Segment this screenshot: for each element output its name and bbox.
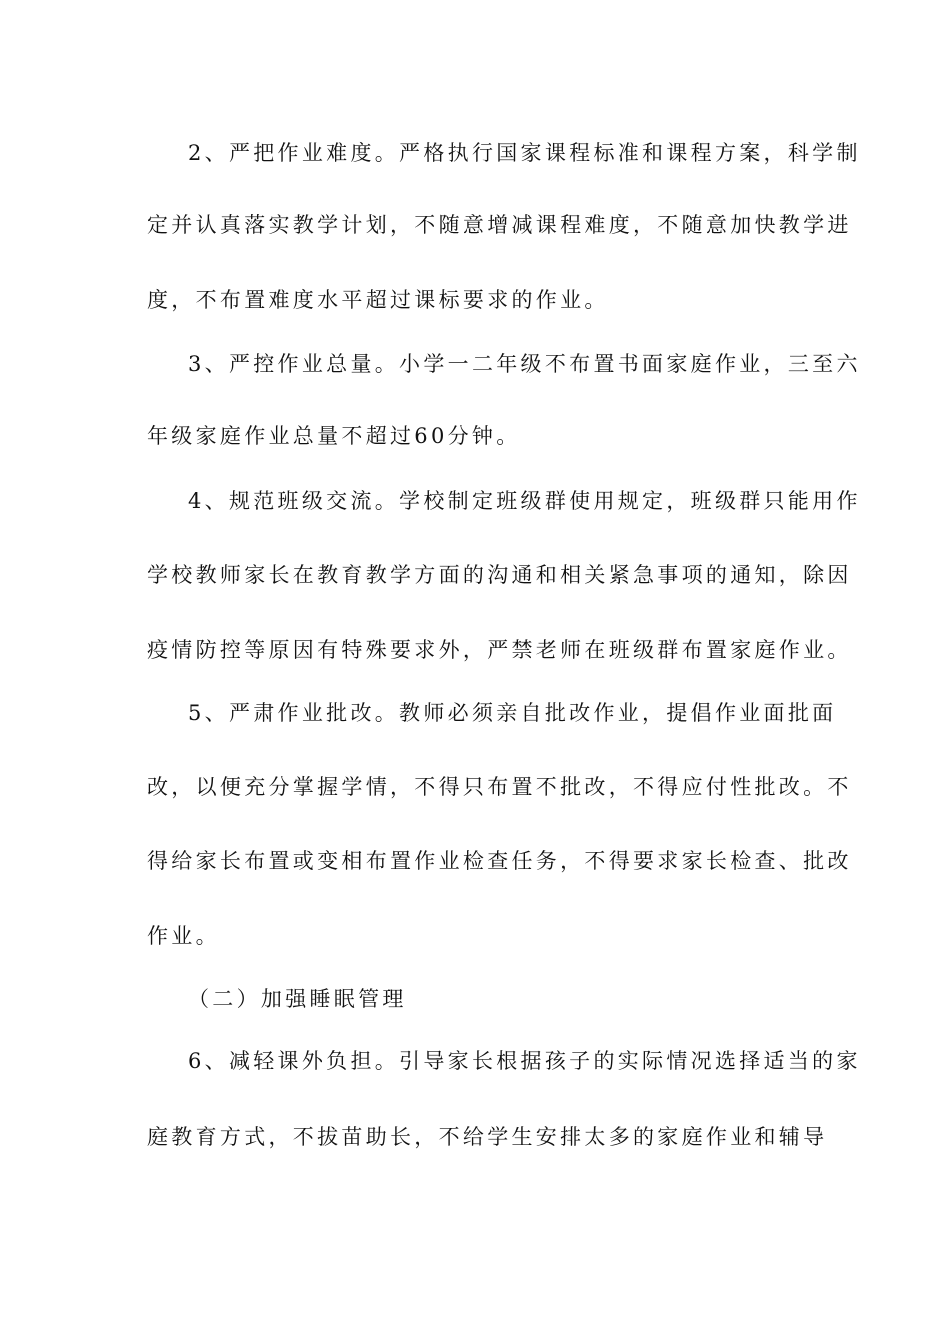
paragraph-2-line-2: 定并认真落实教学计划，不随意增减课程难度，不随意加快教学进 (147, 213, 852, 237)
paragraph-3-line-2: 年级家庭作业总量不超过60分钟。 (147, 424, 521, 448)
paragraph-3-line-1: 3、严控作业总量。小学一二年级不布置书面家庭作业，三至六 (188, 352, 861, 376)
paragraph-5-line-4: 作业。 (147, 924, 220, 948)
paragraph-4-line-2: 学校教师家长在教育教学方面的沟通和相关紧急事项的通知，除因 (147, 563, 852, 587)
paragraph-5-line-3: 得给家长布置或变相布置作业检查任务，不得要求家长检查、批改 (147, 849, 852, 873)
section-heading-sleep-management: （二）加强睡眠管理 (188, 987, 407, 1011)
paragraph-6-line-2: 庭教育方式，不拔苗助长，不给学生安排太多的家庭作业和辅导 (147, 1125, 828, 1149)
paragraph-4-line-1: 4、规范班级交流。学校制定班级群使用规定，班级群只能用作 (188, 489, 861, 513)
paragraph-5-line-1: 5、严肃作业批改。教师必须亲自批改作业，提倡作业面批面 (188, 701, 837, 725)
paragraph-2-line-1: 2、严把作业难度。严格执行国家课程标准和课程方案，科学制 (188, 141, 861, 165)
paragraph-2-line-3: 度，不布置难度水平超过课标要求的作业。 (147, 288, 609, 312)
paragraph-6-line-1: 6、减轻课外负担。引导家长根据孩子的实际情况选择适当的家 (188, 1049, 861, 1073)
paragraph-5-line-2: 改，以便充分掌握学情，不得只布置不批改，不得应付性批改。不 (147, 775, 852, 799)
paragraph-4-line-3: 疫情防控等原因有特殊要求外，严禁老师在班级群布置家庭作业。 (147, 638, 852, 662)
